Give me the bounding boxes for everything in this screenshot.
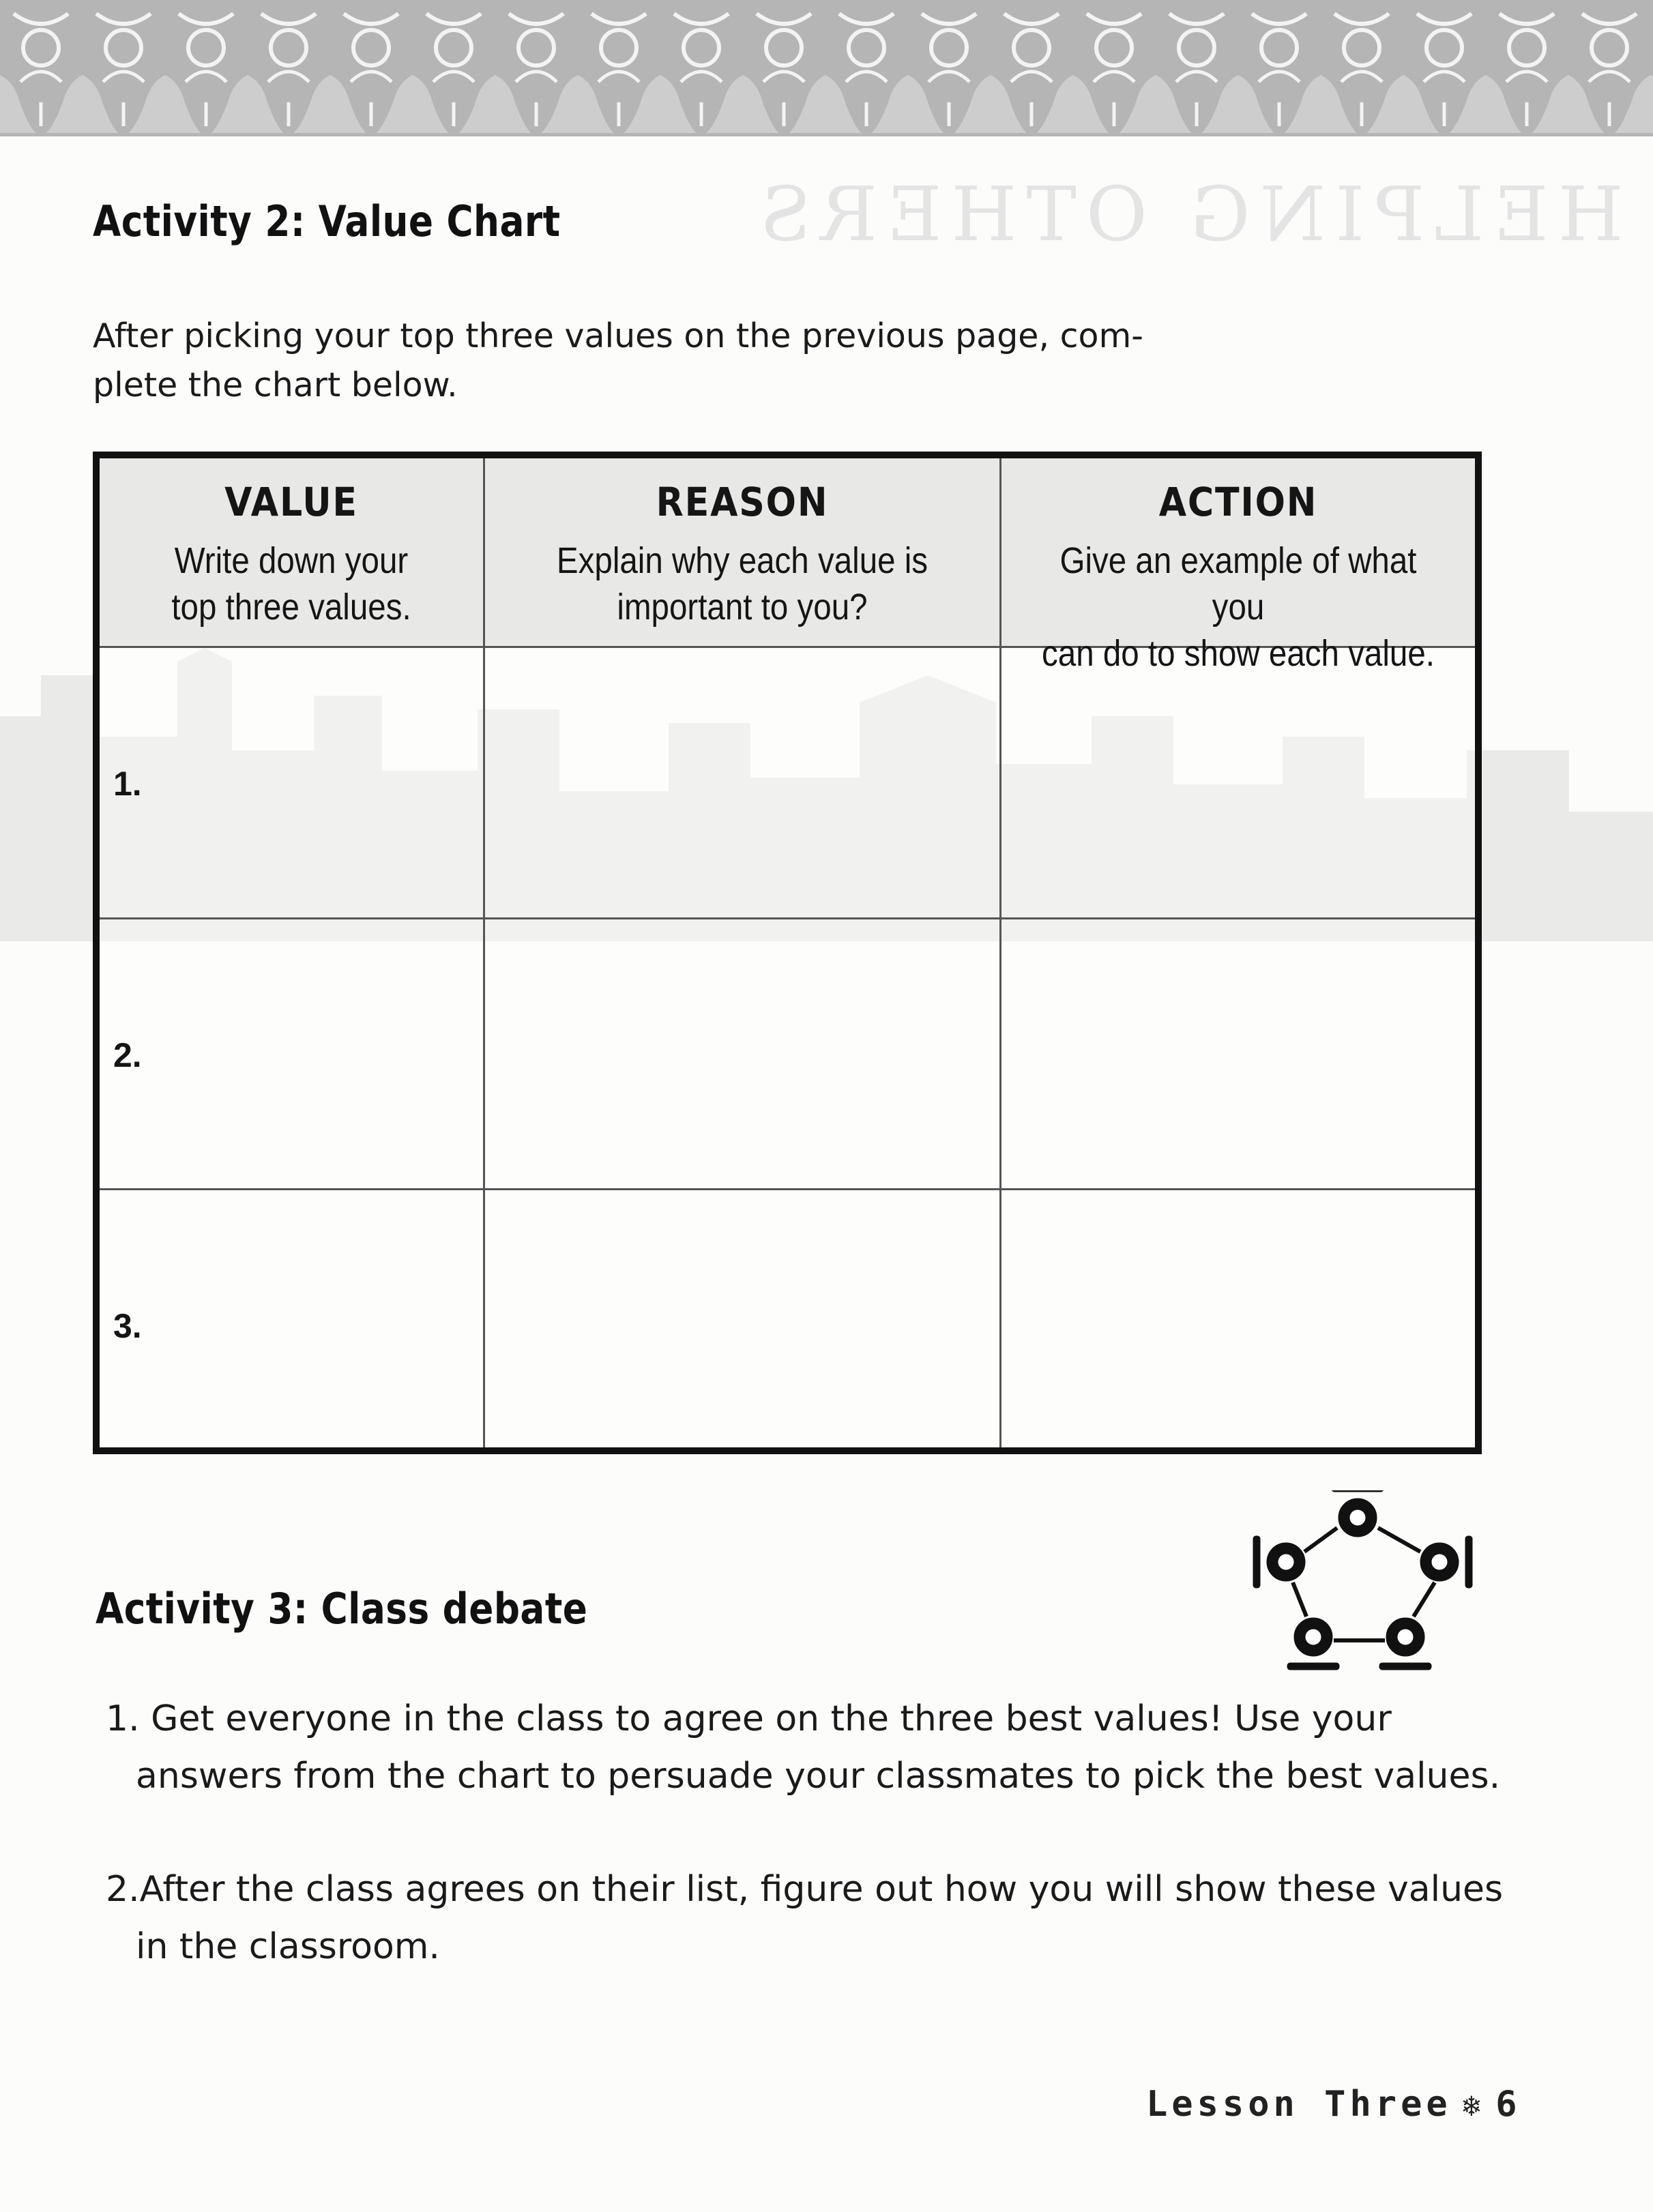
column-desc-action-line-1: Give an example of what you	[1059, 540, 1417, 628]
action-cell-3[interactable]	[1001, 1190, 1475, 1447]
reason-cell-1[interactable]	[485, 648, 1001, 919]
row-number-3: 3.	[113, 1307, 142, 1345]
item-1-line-2: answers from the chart to persuade your classmates to pick the best values.	[136, 1756, 1501, 1797]
column-header-reason	[485, 458, 1001, 648]
column-desc-reason-line-1: Explain why each value is	[556, 540, 928, 581]
column-title-action: ACTION	[1158, 479, 1318, 525]
column-desc-value	[123, 537, 460, 630]
item-1-line-1: Get everyone in the class to agree on the three best values! Use your	[151, 1698, 1392, 1739]
page-footer	[1146, 2084, 1521, 2125]
item-2-line-1: After the class agrees on their list, figure out how you will show these values	[139, 1869, 1504, 1910]
column-header-value	[100, 458, 485, 648]
reason-cell-3[interactable]	[485, 1190, 1001, 1447]
column-desc-value-line-1: Write down your	[174, 540, 409, 581]
instructions-line-1: After picking your top three values on the previous page, com-	[93, 316, 1143, 355]
column-desc-reason-line-2: important to you?	[617, 587, 868, 628]
activity-3-item-2	[106, 1861, 1504, 1975]
activity-2-heading: Activity 2: Value Chart	[93, 196, 561, 246]
column-desc-action-line-2: can do to show each value.	[1042, 633, 1435, 674]
column-desc-value-line-2: top three values.	[171, 587, 411, 628]
row-number-2: 2.	[113, 1036, 142, 1074]
column-desc-reason	[516, 537, 969, 630]
activity-3-item-1	[106, 1690, 1504, 1805]
column-header-action	[1001, 458, 1475, 674]
bleed-through-title: HELPING OTHERS	[750, 171, 1624, 258]
lesson-label: Lesson Three	[1146, 2084, 1452, 2125]
value-chart-table	[93, 452, 1482, 1454]
row-number-1: 1.	[113, 765, 142, 803]
group-discussion-icon	[1242, 1490, 1487, 1675]
value-cell-3[interactable]	[100, 1190, 485, 1447]
action-cell-2[interactable]	[1001, 919, 1475, 1190]
page-number: 6	[1495, 2084, 1521, 2125]
instructions-line-2: plete the chart below.	[93, 366, 458, 404]
column-title-value: VALUE	[224, 479, 358, 525]
snowflake-icon: ❄	[1462, 2089, 1485, 2123]
item-2-number: 2.	[106, 1869, 140, 1910]
item-2-line-2: in the classroom.	[136, 1926, 440, 1967]
value-cell-1[interactable]	[100, 648, 485, 919]
column-title-reason: REASON	[656, 479, 829, 525]
action-cell-1[interactable]	[1001, 648, 1475, 919]
item-1-number: 1.	[106, 1698, 140, 1739]
activity-3-heading: Activity 3: Class debate	[96, 1584, 588, 1634]
ornamental-border	[0, 0, 1653, 147]
reason-cell-2[interactable]	[485, 919, 1001, 1190]
activity-2-instructions	[93, 312, 1143, 410]
value-cell-2[interactable]	[100, 919, 485, 1190]
